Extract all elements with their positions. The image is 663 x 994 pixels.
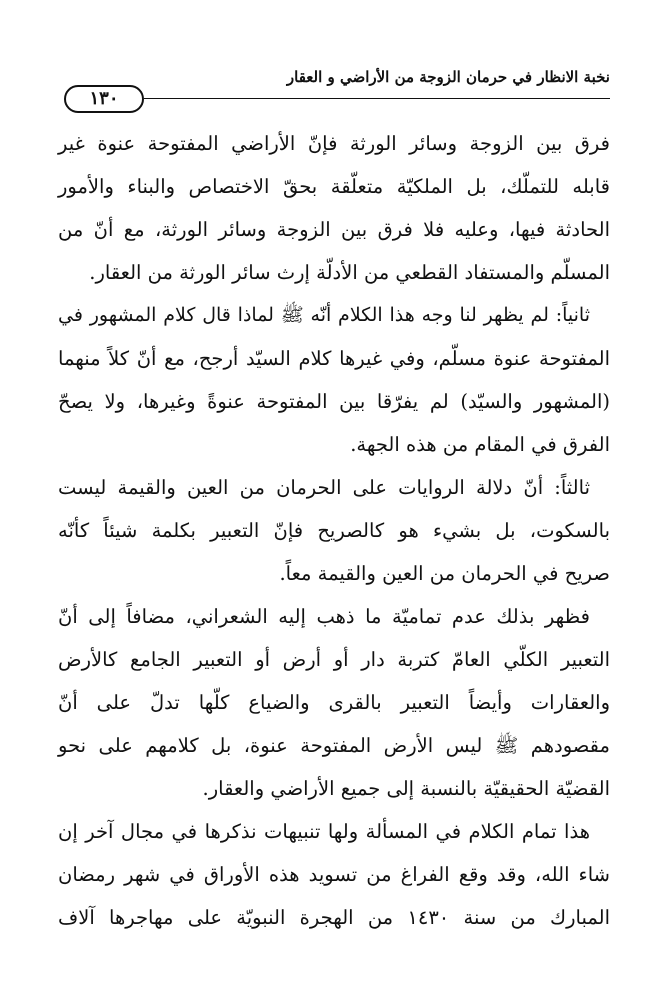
text-line: صريح في الحرمان من العين والقيمة معاً. (279, 562, 610, 585)
text-line: ثالثاً: أنّ دلالة الروايات على الحرمان من العين والقيمة ليست (58, 476, 590, 499)
page-number: ١٣٠ (64, 85, 144, 113)
text-line: فرق بين الزوجة وسائر الورثة فإنّ الأراضي المفتوحة عنوة غير (58, 132, 610, 155)
text-line: المفتوحة عنوة مسلّم، وفي غيرها كلام السيّد أرجح، مع أنّ كلاً منهما (58, 347, 610, 370)
text-line: هذا تمام الكلام في المسألة ولها تنبيهات نذكرها في مجال آخر إن (58, 820, 590, 843)
body-text (58, 122, 610, 939)
text-line: الحادثة فيها، وعليه فلا فرق بين الزوجة وسائر الورثة، مع أنّ من (58, 218, 610, 241)
text-line: المبارك من سنة ١٤٣٠ من الهجرة النبويّة على مهاجرها آلاف (58, 906, 611, 929)
text-line: المسلّم والمستفاد القطعي من الأدلّة إرث سائر الورثة من العقار. (89, 261, 610, 284)
text-line: قابله للتملّك، بل الملكيّة متعلّقة بحقّ الاختصاص والبناء والأمور (58, 175, 610, 198)
text-line: الفرق في المقام من هذه الجهة. (350, 433, 610, 456)
text-line: القضيّة الحقيقيّة بالنسبة إلى جميع الأراضي والعقار. (202, 777, 610, 800)
text-line: شاء الله، وقد وقع الفراغ من تسويد هذه الأوراق في شهر رمضان (58, 863, 610, 886)
text-line: التعبير الكلّي العامّ كتربة دار أو أرض أو التعبير الجامع كالأرض (58, 648, 610, 671)
text-line: مقصودهم ﷺ ليس الأرض المفتوحة عنوة، بل كلامهم على نحو (58, 734, 610, 757)
text-line: (المشهور والسيّد) لم يفرّقا بين المفتوحة عنوةً وغيرها، ولا يصحّ (58, 390, 610, 413)
running-title: نخبة الانظار في حرمان الزوجة من الأراضي و العقار (286, 68, 610, 86)
page-header (58, 58, 610, 112)
text-line: والعقارات وأيضاً التعبير بالقرى والضياع كلّها تدلّ على أنّ (58, 691, 610, 714)
text-line: بالسكوت، بل بشيء هو كالصريح فإنّ التعبير بكلمة شيئاً كأنّه (58, 519, 610, 542)
text-line: فظهر بذلك عدم تماميّة ما ذهب إليه الشعراني، مضافاً إلى أنّ (58, 605, 590, 628)
text-line: ثانياً: لم يظهر لنا وجه هذا الكلام أنّه ﷺ لماذا قال كلام المشهور في (58, 304, 590, 326)
header-rule (144, 98, 610, 99)
